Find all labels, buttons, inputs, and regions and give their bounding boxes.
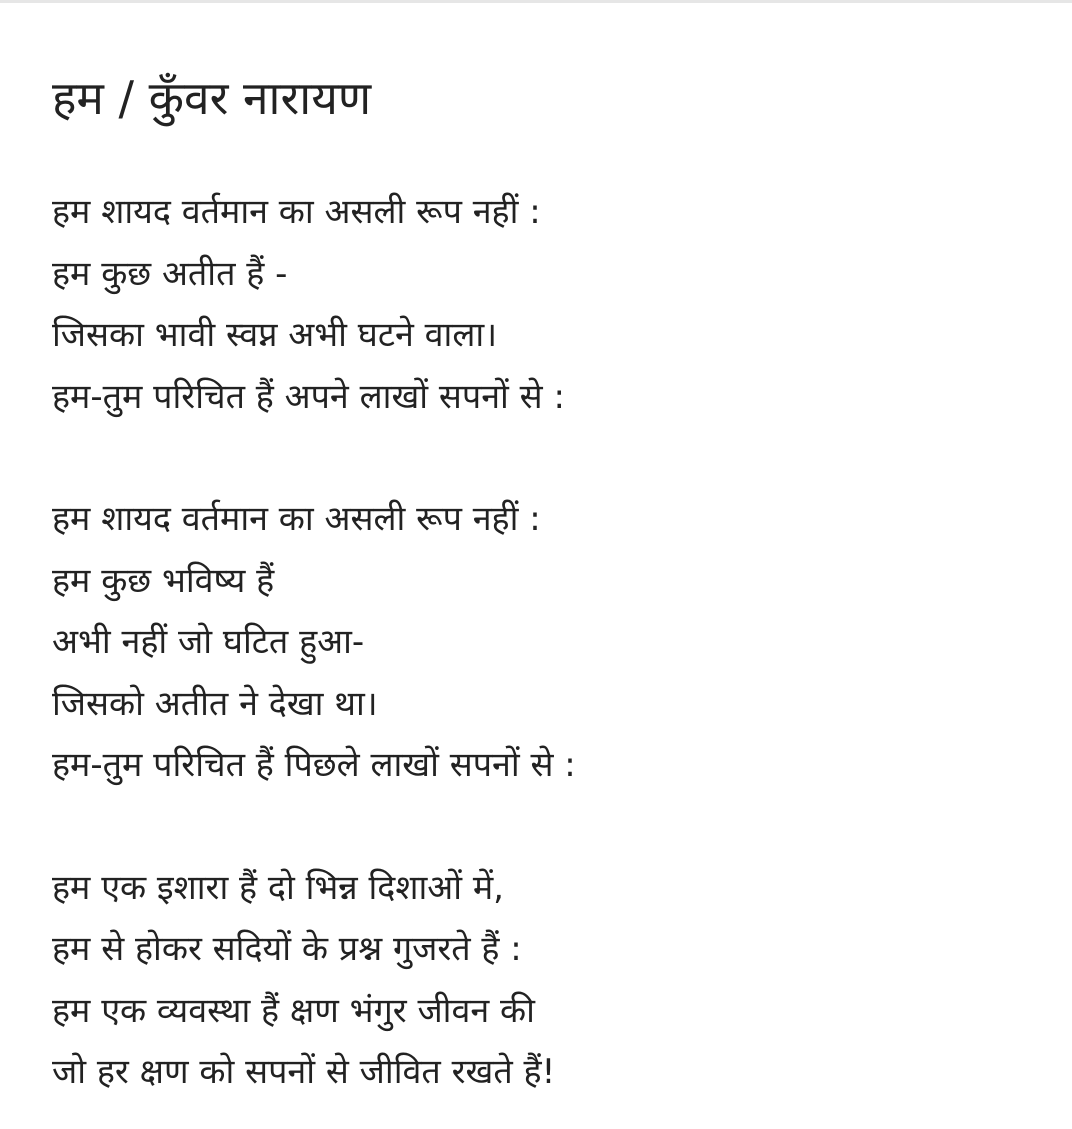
poem-line: हम एक इशारा हैं दो भिन्न दिशाओं में,: [52, 867, 504, 908]
poem-body: [52, 182, 1052, 1129]
poem-line: हम शायद वर्तमान का असली रूप नहीं :: [52, 192, 541, 232]
poem-line: हम कुछ भविष्य हैं: [52, 560, 275, 601]
poem-line: अभी नहीं जो घटित हुआ-: [52, 622, 365, 662]
poem-line: जिसका भावी स्वप्न अभी घटने वाला।: [52, 315, 498, 355]
poem-line: जिसको अतीत ने देखा था।: [52, 683, 378, 724]
poem-line: हम-तुम परिचित हैं अपने लाखों सपनों से :: [52, 376, 565, 417]
stanza-2: [52, 489, 1052, 797]
poem-line: हम शायद वर्तमान का असली रूप नहीं :: [52, 499, 541, 539]
poem-line: हम-तुम परिचित हैं पिछले लाखों सपनों से :: [52, 745, 576, 785]
top-divider: [0, 0, 1072, 3]
stanza-1: [52, 182, 1052, 428]
poem-line: हम से होकर सदियों के प्रश्न गुजरते हैं :: [52, 929, 522, 969]
poem-line: जो हर क्षण को सपनों से जीवित रखते हैं!: [52, 1052, 556, 1092]
stanza-3: [52, 858, 1052, 1104]
poem-line: हम कुछ अतीत हैं -: [52, 253, 288, 294]
poem-line: हम एक व्यवस्था हैं क्षण भंगुर जीवन की: [52, 990, 535, 1031]
poem-title: हम / कुँवर नारायण: [52, 71, 372, 125]
